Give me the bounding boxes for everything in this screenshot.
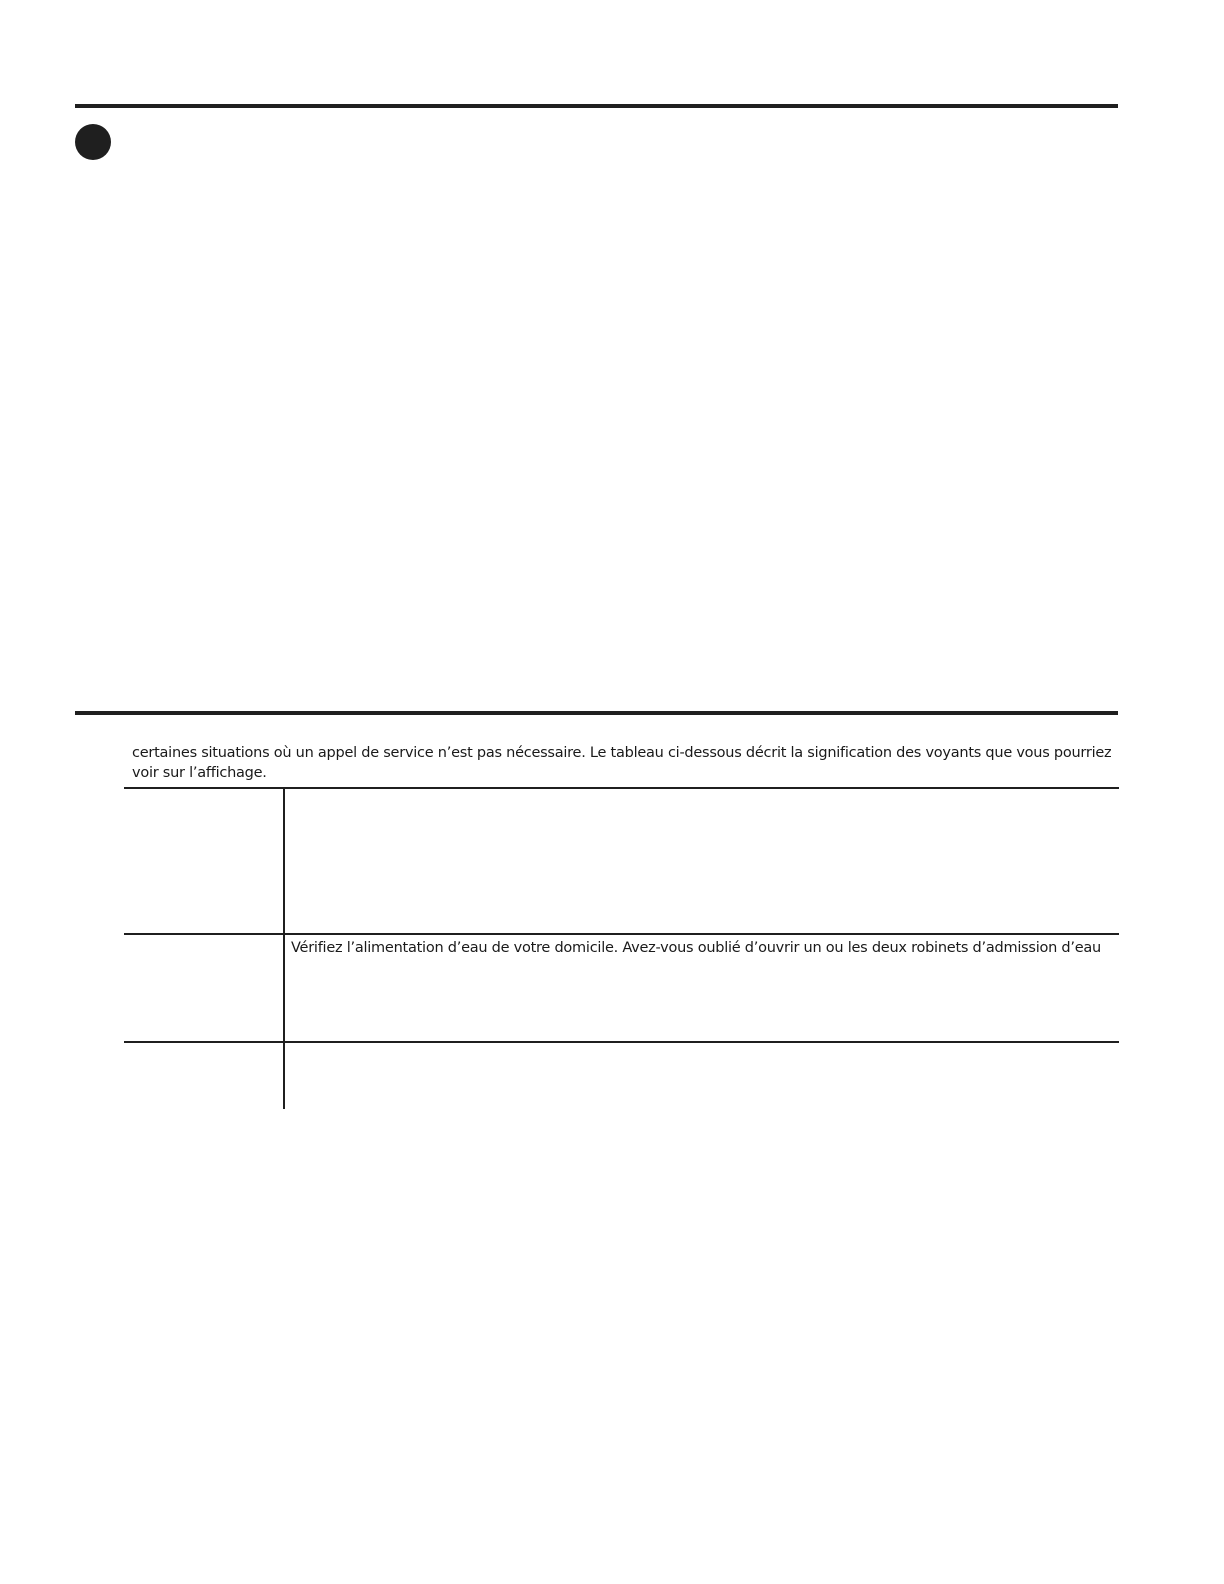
table-row-divider [124,1041,1119,1043]
section-divider-middle [75,711,1118,715]
section-divider-top [75,104,1118,108]
intro-line-1: certaines situations où un appel de service n’est pas nécessaire. Le tableau ci-dessous décrit la signification des voyants que vous pourriez [132,745,1112,761]
table-row-divider [124,787,1119,789]
table-row-2-text: Vérifiez l’alimentation d’eau de votre domicile. Avez-vous oublié d’ouvrir un ou les deux robinets d’admission d’eau [291,940,1101,956]
intro-line-2: voir sur l’affichage. [132,765,267,781]
section-bullet-icon [75,124,111,160]
table-column-divider [283,788,285,1109]
table-row-divider [124,933,1119,935]
intro-paragraph [132,743,1117,783]
